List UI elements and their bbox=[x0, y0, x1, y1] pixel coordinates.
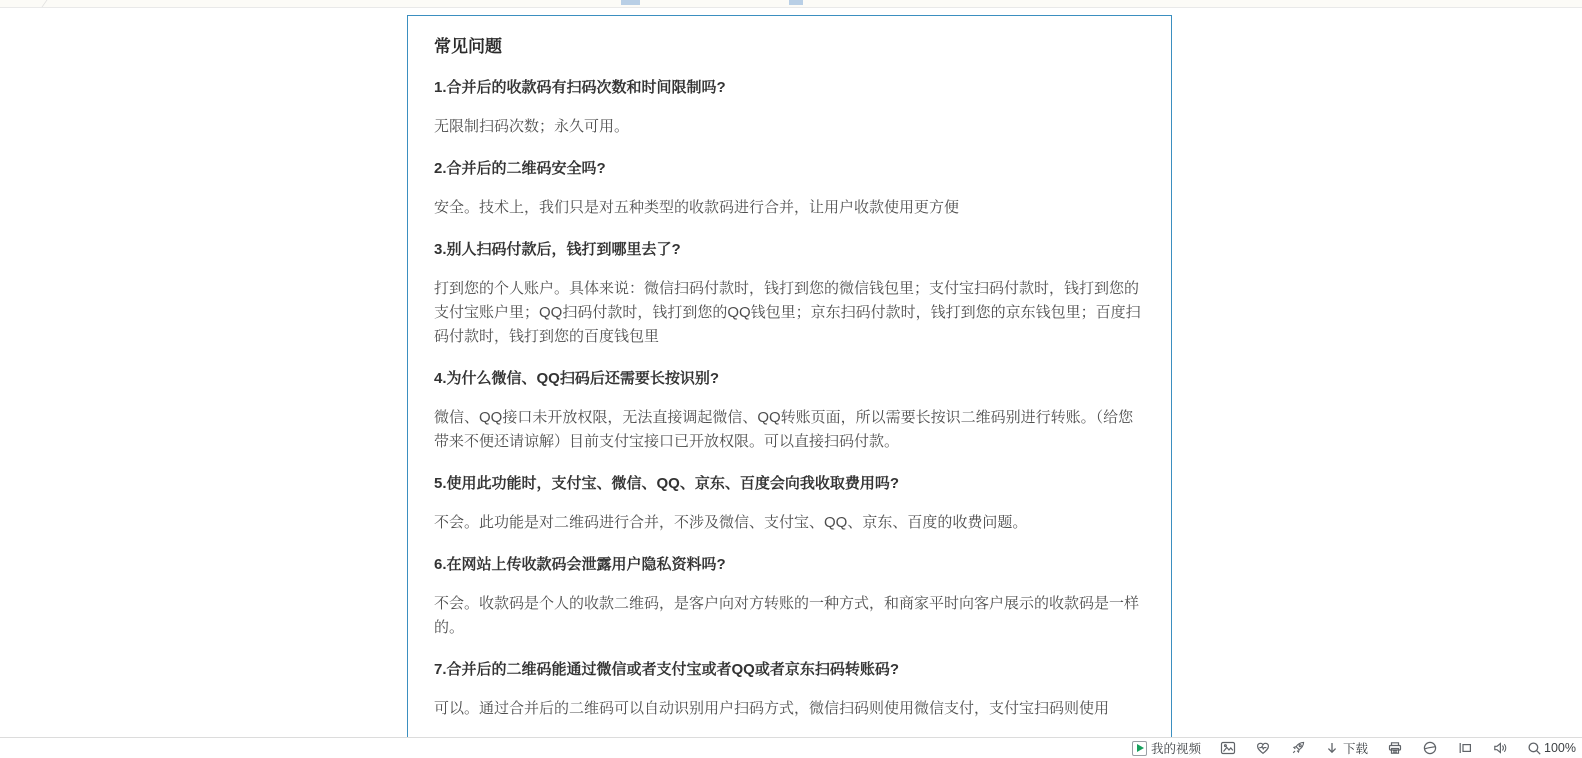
faq-answer: 微信、QQ接口未开放权限，无法直接调起微信、QQ转账页面，所以需要长按识二维码别进行转账。（给您带来不便还请谅解）目前支付宝接口已开放权限。可以直接扫码付款。 bbox=[434, 409, 1134, 450]
download-arrow-icon bbox=[1325, 741, 1339, 755]
play-icon bbox=[1132, 741, 1147, 756]
faq-answer: 安全。技术上，我们只是对五种类型的收款码进行合并，让用户收款使用更方便 bbox=[434, 199, 960, 216]
zoom-level: 100% bbox=[1544, 741, 1576, 755]
faq-answer: 打到您的个人账户。具体来说：微信扫码付款时，钱打到您的微信钱包里；支付宝扫码付款时，钱打到您的支付宝账户里；QQ扫码付款时，钱打到您的QQ钱包里；京东扫码付款时，钱打到您的京东钱包里；百度扫码付款时，钱打到您的百度钱包里 bbox=[434, 280, 1141, 345]
printer-icon[interactable] bbox=[1387, 740, 1403, 756]
faq-panel bbox=[407, 15, 1172, 737]
faq-question: 6.在网站上传收款码会泄露用户隐私资料吗? bbox=[434, 556, 726, 573]
faq-question: 3.别人扫码付款后，钱打到哪里去了? bbox=[434, 241, 681, 258]
faq-question: 2.合并后的二维码安全吗? bbox=[434, 160, 606, 177]
faq-answer: 不会。此功能是对二维码进行合并，不涉及微信、支付宝、QQ、京东、百度的收费问题。 bbox=[434, 514, 1028, 531]
side-panel-icon[interactable] bbox=[1457, 740, 1473, 756]
faq-question: 7.合并后的二维码能通过微信或者支付宝或者QQ或者京东扫码转账码? bbox=[434, 661, 900, 678]
page-title: 常见问题 bbox=[434, 37, 502, 56]
faq-question: 5.使用此功能时，支付宝、微信、QQ、京东、百度会向我收取费用吗? bbox=[434, 475, 900, 492]
magnifier-icon bbox=[1527, 741, 1542, 756]
heart-wave-icon[interactable] bbox=[1255, 740, 1271, 756]
faq-answer: 可以。通过合并后的二维码可以自动识别用户扫码方式，微信扫码则使用微信支付，支付宝扫码则使用 bbox=[434, 700, 1110, 717]
download-label: 下载 bbox=[1343, 742, 1369, 756]
faq-answer: 不会。收款码是个人的收款二维码，是客户向对方转账的一种方式，和商家平时向客户展示的收款码是一样的。 bbox=[434, 595, 1140, 636]
rocket-icon[interactable] bbox=[1290, 740, 1306, 756]
top-fragment-2 bbox=[789, 0, 803, 5]
compat-e-icon[interactable] bbox=[1422, 740, 1438, 756]
faq-answer: 无限制扫码次数；永久可用。 bbox=[434, 118, 630, 135]
my-videos-label: 我的视频 bbox=[1150, 742, 1201, 756]
faq-question: 1.合并后的收款码有扫码次数和时间限制吗? bbox=[434, 79, 726, 96]
speaker-icon[interactable] bbox=[1492, 740, 1508, 756]
zoom-control[interactable] bbox=[1527, 741, 1576, 756]
faq-question: 4.为什么微信、QQ扫码后还需要长按识别? bbox=[434, 370, 720, 387]
top-fragment-1 bbox=[621, 0, 640, 5]
browser-status-bar bbox=[0, 737, 1582, 758]
image-icon[interactable] bbox=[1220, 740, 1236, 756]
download-button[interactable] bbox=[1325, 739, 1368, 757]
my-videos-button[interactable] bbox=[1132, 739, 1201, 757]
